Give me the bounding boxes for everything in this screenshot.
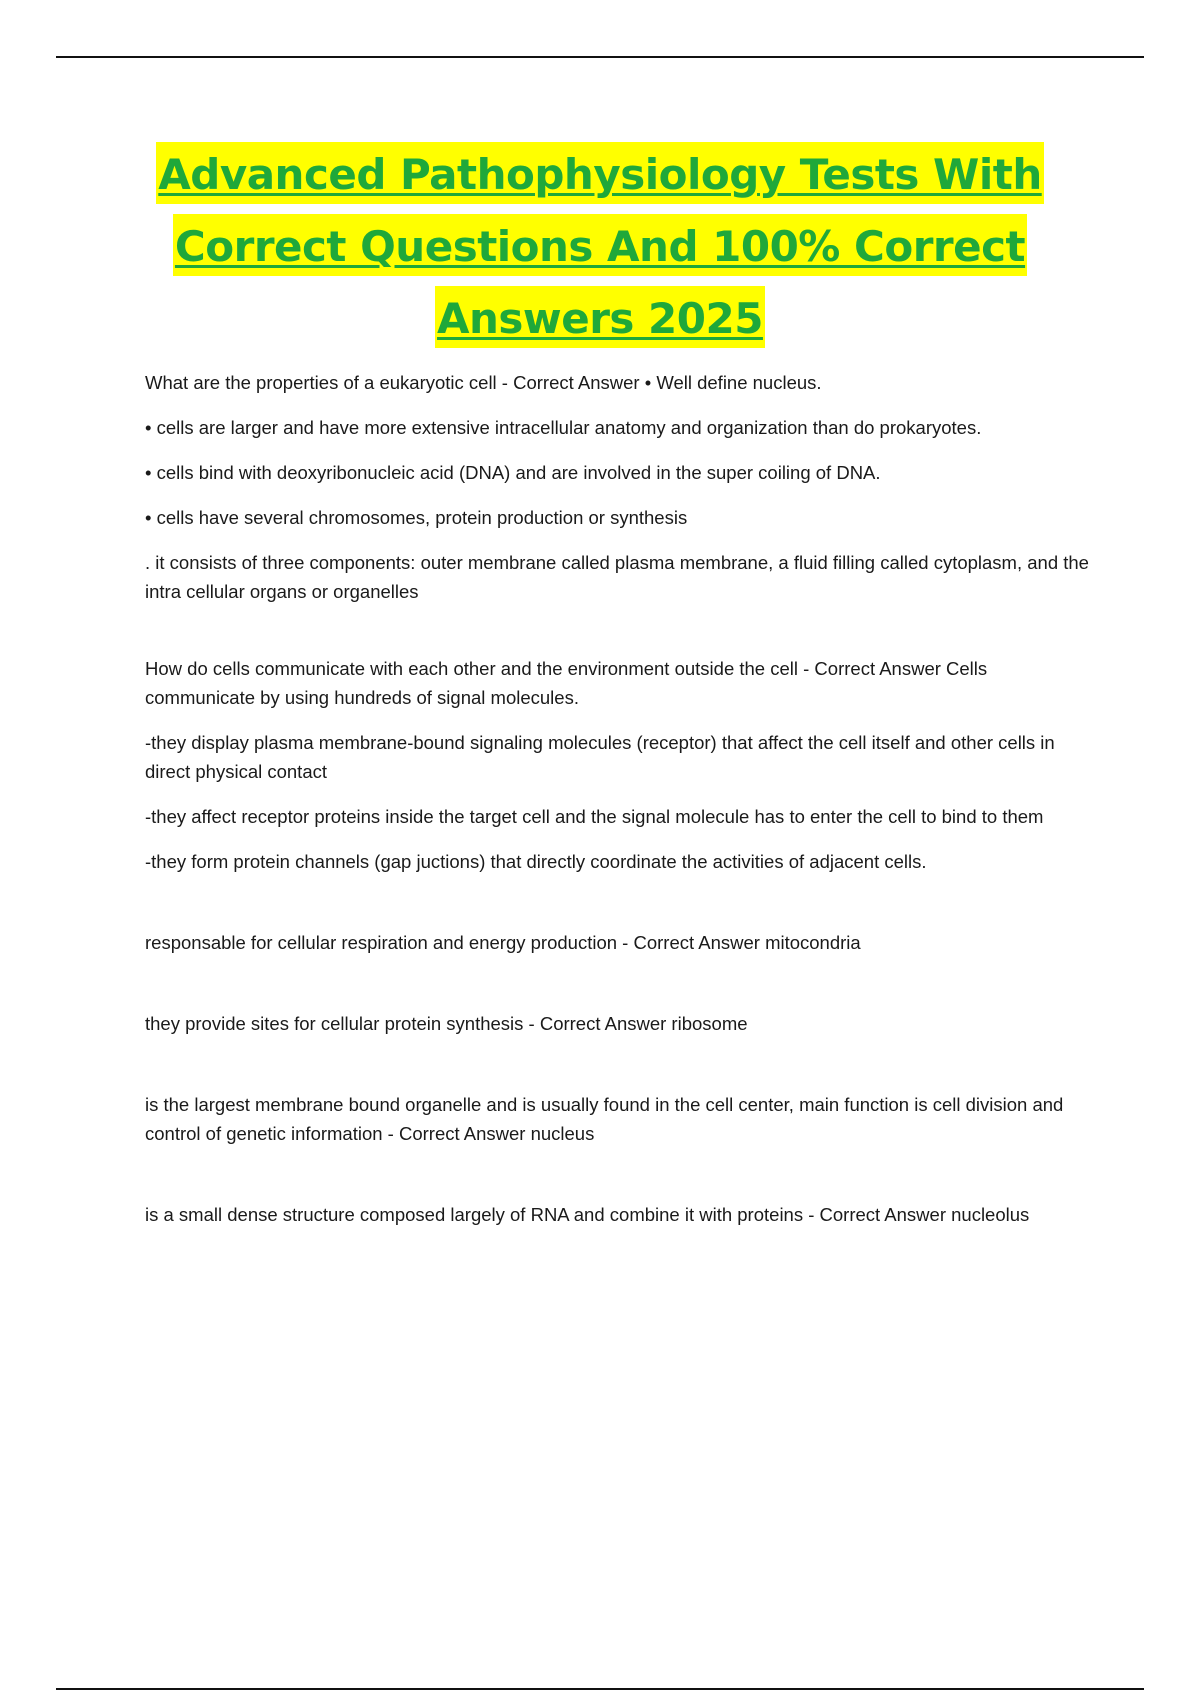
question-nucleolus: is a small dense structure composed largely of RNA and combine it with proteins - Correct Answer nucleolus	[145, 1204, 1030, 1225]
question-eukaryotic-cell: What are the properties of a eukaryotic cell - Correct Answer • Well define nucleus.	[145, 372, 822, 393]
question-nucleus: is the largest membrane bound organelle and is usually found in the cell center, main function is cell division and control of genetic information - Correct Answer nucleus	[145, 1094, 1064, 1144]
title-line-3: Answers 2025	[435, 286, 765, 348]
answer-bullet: • cells have several chromosomes, protein production or synthesis	[145, 507, 688, 528]
answer-item: -they display plasma membrane-bound signaling molecules (receptor) that affect the cell itself and other cells in direct physical contact	[145, 732, 1055, 782]
question-mitochondria: responsable for cellular respiration and energy production - Correct Answer mitocondria	[145, 932, 861, 953]
answer-bullet: • cells are larger and have more extensive intracellular anatomy and organization than do prokaryotes.	[145, 417, 982, 438]
answer-item: -they affect receptor proteins inside the target cell and the signal molecule has to enter the cell to bind to them	[145, 806, 1044, 827]
answer-bullet: . it consists of three components: outer membrane called plasma membrane, a fluid filling called cytoplasm, and the intra cellular organs or organelles	[145, 552, 1089, 602]
title-line-1: Advanced Pathophysiology Tests With	[156, 142, 1043, 204]
answer-bullet: • cells bind with deoxyribonucleic acid (DNA) and are involved in the super coiling of DNA.	[145, 462, 881, 483]
bottom-rule	[56, 1688, 1144, 1690]
answer-item: -they form protein channels (gap juctions) that directly coordinate the activities of adjacent cells.	[145, 851, 927, 872]
title-line-2: Correct Questions And 100% Correct	[173, 214, 1027, 276]
question-ribosome: they provide sites for cellular protein synthesis - Correct Answer ribosome	[145, 1013, 748, 1034]
question-cell-communication: How do cells communicate with each other and the environment outside the cell - Correct Answer Cells communicate by using hundreds of signal molecules.	[145, 658, 988, 708]
top-rule	[56, 56, 1144, 58]
document-body	[145, 368, 1095, 1245]
document-title	[120, 142, 1080, 358]
